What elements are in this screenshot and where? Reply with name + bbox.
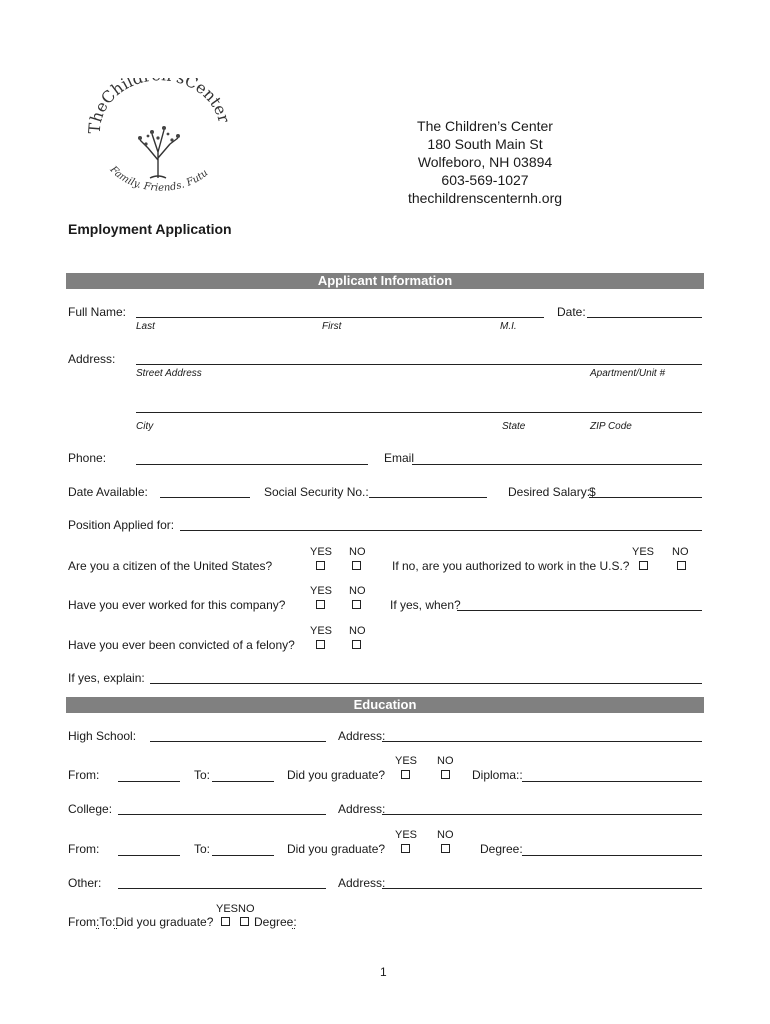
- date-available-field[interactable]: [160, 497, 250, 498]
- college-field[interactable]: [118, 814, 326, 815]
- date-label: Date:: [557, 305, 586, 319]
- if-yes-when-field[interactable]: [457, 610, 702, 611]
- salary-label: Desired Salary:: [508, 485, 591, 499]
- college-label: College:: [68, 802, 113, 816]
- other-address-field[interactable]: [382, 888, 702, 889]
- degree-label: Degree:: [480, 842, 523, 856]
- other-field[interactable]: [118, 888, 326, 889]
- hs-graduate-yes-checkbox[interactable]: [401, 770, 410, 779]
- logo: [88, 78, 228, 198]
- worked-yes-label: YES: [310, 585, 333, 597]
- hs-graduate-question: Did you graduate?: [287, 768, 386, 782]
- worked-no-checkbox[interactable]: [352, 600, 361, 609]
- diploma-label: Diploma::: [472, 768, 523, 782]
- address-label: Address:: [68, 352, 116, 366]
- felony-yes-checkbox[interactable]: [316, 640, 325, 649]
- ssn-field[interactable]: [369, 497, 487, 498]
- email-field[interactable]: [412, 464, 702, 465]
- street-address-field[interactable]: [136, 364, 702, 365]
- authorized-no-checkbox[interactable]: [677, 561, 686, 570]
- worked-no-label: NO: [349, 585, 366, 597]
- if-yes-explain-field[interactable]: [150, 683, 702, 684]
- hs-graduate-yes-label: YES: [395, 755, 418, 767]
- authorized-yes-label: YES: [632, 546, 655, 558]
- org-street: 180 South Main St: [427, 136, 543, 152]
- city-state-zip-field[interactable]: [136, 412, 702, 413]
- page-title: Employment Application: [68, 221, 232, 237]
- hs-graduate-no-label: NO: [437, 755, 454, 767]
- section-header-education: Education: [66, 697, 704, 713]
- other-degree-field[interactable]: [292, 928, 295, 929]
- logo-arc-text: heChild Cent: [88, 78, 226, 125]
- felony-no-label: NO: [349, 625, 366, 637]
- if-yes-explain-label: If yes, explain:: [68, 671, 145, 685]
- college-graduate-yes-checkbox[interactable]: [401, 844, 410, 853]
- date-available-label: Date Available:: [68, 485, 148, 499]
- college-address-label: Address:: [338, 802, 386, 816]
- degree-field[interactable]: [522, 855, 702, 856]
- hs-from-label: From:: [68, 768, 100, 782]
- authorized-no-label: NO: [672, 546, 689, 558]
- svg-text:TheChildren'sCenter: [88, 78, 228, 134]
- worked-yes-checkbox[interactable]: [316, 600, 325, 609]
- felony-yes-label: YES: [310, 625, 333, 637]
- other-label: Other:: [68, 876, 102, 890]
- last-name-sublabel: Last: [136, 321, 155, 332]
- authorized-question: If no, are you authorized to work in the U.S.?: [392, 559, 630, 573]
- first-name-sublabel: First: [322, 321, 342, 332]
- ssn-label: Social Security No.:: [264, 485, 369, 499]
- apartment-sublabel: Apartment/Unit #: [590, 368, 666, 379]
- college-to-label: To:: [194, 842, 211, 856]
- citizen-question: Are you a citizen of the United States?: [68, 559, 273, 573]
- college-graduate-no-label: NO: [437, 829, 454, 841]
- college-address-field[interactable]: [382, 814, 702, 815]
- other-address-label: Address:: [338, 876, 386, 890]
- college-to-field[interactable]: [212, 855, 274, 856]
- college-from-field[interactable]: [118, 855, 180, 856]
- college-from-label: From:: [68, 842, 100, 856]
- city-sublabel: City: [136, 421, 154, 432]
- hs-graduate-no-checkbox[interactable]: [441, 770, 450, 779]
- citizen-yes-label: YES: [310, 546, 333, 558]
- college-graduate-question: Did you graduate?: [287, 842, 386, 856]
- college-graduate-yes-label: YES: [395, 829, 418, 841]
- authorized-yes-checkbox[interactable]: [639, 561, 648, 570]
- high-school-label: High School:: [68, 729, 137, 743]
- high-school-address-label: Address:: [338, 729, 386, 743]
- org-name: The Children’s Center: [417, 118, 553, 134]
- felony-no-checkbox[interactable]: [352, 640, 361, 649]
- other-to-field[interactable]: [114, 928, 117, 929]
- org-website: thechildrenscenternh.org: [407, 190, 563, 206]
- other-from-to-graduate: From:To:Did you graduate?: [68, 915, 214, 929]
- org-city: Wolfeboro, NH 03894: [417, 154, 553, 170]
- salary-field[interactable]: [589, 497, 702, 498]
- position-field[interactable]: [180, 530, 702, 531]
- other-yesno-label: YESNO: [216, 903, 255, 915]
- worked-question: Have you ever worked for this company?: [68, 598, 286, 612]
- citizen-no-label: NO: [349, 546, 366, 558]
- citizen-no-checkbox[interactable]: [352, 561, 361, 570]
- date-field[interactable]: [587, 317, 702, 318]
- other-degree-label: Degree:: [254, 915, 297, 929]
- college-graduate-no-checkbox[interactable]: [441, 844, 450, 853]
- full-name-field[interactable]: [136, 317, 544, 318]
- high-school-field[interactable]: [150, 741, 326, 742]
- phone-label: Phone:: [68, 451, 107, 465]
- middle-initial-sublabel: M.I.: [500, 321, 517, 332]
- page-number: 1: [380, 965, 387, 979]
- section-header-applicant: Applicant Information: [66, 273, 704, 289]
- org-phone: 603-569-1027: [441, 172, 529, 188]
- citizen-yes-checkbox[interactable]: [316, 561, 325, 570]
- other-graduate-yes-checkbox[interactable]: [221, 917, 230, 926]
- phone-field[interactable]: [136, 464, 368, 465]
- position-label: Position Applied for:: [68, 518, 175, 532]
- high-school-address-field[interactable]: [382, 741, 702, 742]
- street-address-sublabel: Street Address: [136, 368, 202, 379]
- hs-to-label: To:: [194, 768, 211, 782]
- email-label: Email: [384, 451, 415, 465]
- hs-from-field[interactable]: [118, 781, 180, 782]
- zip-sublabel: ZIP Code: [590, 421, 632, 432]
- diploma-field[interactable]: [522, 781, 702, 782]
- salary-currency: $: [589, 485, 596, 499]
- hs-to-field[interactable]: [212, 781, 274, 782]
- other-graduate-no-checkbox[interactable]: [240, 917, 249, 926]
- tree-logo-icon: [88, 78, 228, 198]
- logo-tagline: Family. Friends. Futu: [107, 164, 211, 194]
- if-yes-when-label: If yes, when?: [390, 598, 461, 612]
- state-sublabel: State: [502, 421, 526, 432]
- felony-question: Have you ever been convicted of a felony?: [68, 638, 295, 652]
- other-from-field[interactable]: [96, 928, 99, 929]
- full-name-label: Full Name:: [68, 305, 127, 319]
